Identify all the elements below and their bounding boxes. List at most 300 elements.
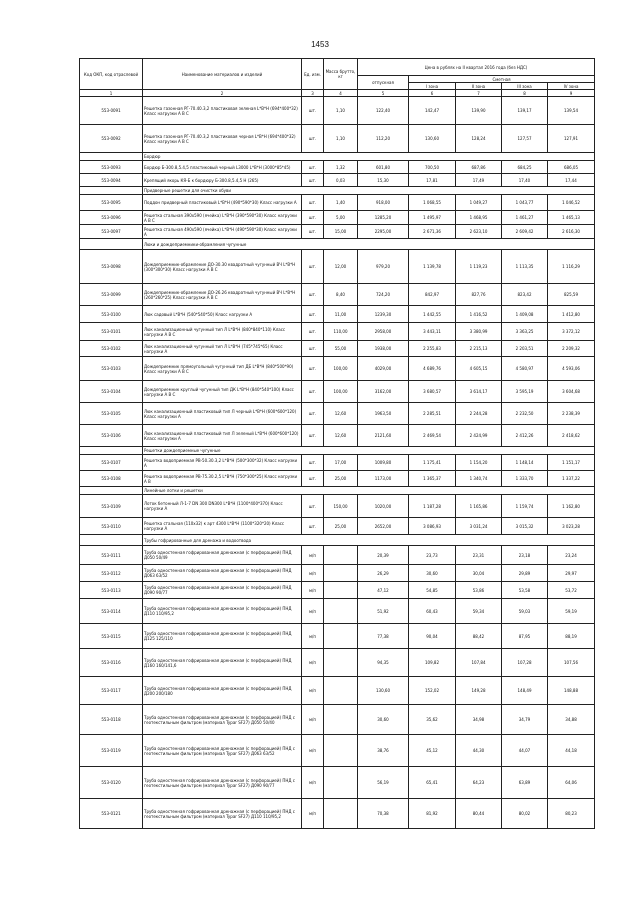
section-row <box>80 153 595 161</box>
cell-code: 553-0121 <box>80 799 143 829</box>
cell-release-price: 2652,00 <box>358 518 409 535</box>
cell-zone-2-price: 139,90 <box>456 97 502 125</box>
header-zone-2: II зона <box>456 83 502 90</box>
cell-zone-4-price: 2 238,39 <box>548 403 595 425</box>
cell-zone-4-price: 34,88 <box>548 705 595 735</box>
cell-code: 553-0091 <box>80 97 143 125</box>
cell-zone-1-price: 2 255,83 <box>409 341 456 357</box>
header-zone-1: I зона <box>409 83 456 90</box>
cell-release-price: 130,60 <box>358 677 409 705</box>
cell-name: Решетка газонная РГ-70.40.3,2 пластиковая черная L*B*H (694*400*32) Класс нагрузки А В С <box>143 125 302 153</box>
cell-mass <box>324 624 358 649</box>
cell-release-price: 77,38 <box>358 624 409 649</box>
table-row <box>80 599 595 624</box>
cell-zone-4-price: 3 023,28 <box>548 518 595 535</box>
cell-zone-2-price: 149,28 <box>456 677 502 705</box>
cell-zone-3-price: 127,57 <box>502 125 548 153</box>
cell-release-price: 918,00 <box>358 195 409 211</box>
cell-release-price: 38,76 <box>358 735 409 767</box>
cell-unit: м/п <box>302 565 324 582</box>
cell-zone-2-price: 1 154,20 <box>456 455 502 471</box>
cell-mass <box>324 546 358 565</box>
cell-code <box>80 487 143 495</box>
cell-name: Труба одностенная гофрированная дренажная (с перфорацией) ПНД Д125 125/110 <box>143 624 302 649</box>
cell-code: 553-0102 <box>80 341 143 357</box>
section-title: Придверные решетки для очистки обуви <box>143 187 595 195</box>
cell-zone-4-price: 2 418,62 <box>548 425 595 447</box>
cell-code: 553-0120 <box>80 767 143 799</box>
cell-unit: шт. <box>302 518 324 535</box>
cell-zone-2-price: 2 424,99 <box>456 425 502 447</box>
table-row <box>80 97 595 125</box>
cell-zone-4-price: 139,54 <box>548 97 595 125</box>
cell-zone-3-price: 1 159,74 <box>502 495 548 518</box>
header-zone-3: III зона <box>502 83 548 90</box>
cell-name: Бордюр Б-300.8,5.4,5 пластиковый черный L3000 L*B*H (3000*85*45) <box>143 161 302 174</box>
cell-zone-1-price: 1 495,97 <box>409 211 456 225</box>
cell-zone-2-price: 827,76 <box>456 284 502 306</box>
table-row <box>80 306 595 323</box>
cell-zone-2-price: 34,98 <box>456 705 502 735</box>
cell-unit: шт. <box>302 174 324 187</box>
cell-unit: м/п <box>302 649 324 677</box>
cell-release-price: 15,30 <box>358 174 409 187</box>
cell-code: 553-0116 <box>80 649 143 677</box>
cell-zone-3-price: 17,40 <box>502 174 548 187</box>
section-row <box>80 535 595 546</box>
cell-unit: шт. <box>302 250 324 284</box>
column-number: 1 <box>80 90 143 97</box>
cell-code: 553-0110 <box>80 518 143 535</box>
cell-unit: м/п <box>302 799 324 829</box>
cell-unit: шт. <box>302 195 324 211</box>
cell-zone-3-price: 63,89 <box>502 767 548 799</box>
cell-unit: м/п <box>302 599 324 624</box>
cell-release-price: 1285,20 <box>358 211 409 225</box>
cell-zone-1-price: 130,60 <box>409 125 456 153</box>
cell-zone-1-price: 3 680,57 <box>409 381 456 403</box>
column-number: 8 <box>502 90 548 97</box>
cell-zone-2-price: 1 165,86 <box>456 495 502 518</box>
cell-zone-2-price: 2 623,10 <box>456 225 502 239</box>
header-estimate-price: Сметная <box>409 76 595 83</box>
cell-zone-4-price: 23,24 <box>548 546 595 565</box>
cell-zone-1-price: 90,04 <box>409 624 456 649</box>
cell-name: Решетка стальная (110x32) к арт 4300 L*B*H (1100*320*20) Класс нагрузки А <box>143 518 302 535</box>
cell-mass: 55,00 <box>324 341 358 357</box>
cell-name: Труба одностенная гофрированная дренажная (с перфорацией) ПНД с геотекстильным фильтром (материал Typar SF27) Д063 63/52 <box>143 735 302 767</box>
section-title: Трубы гофрированные для дренажа и водоотвода <box>143 535 595 546</box>
table-row <box>80 565 595 582</box>
cell-release-price: 3162,00 <box>358 381 409 403</box>
cell-zone-2-price: 53,86 <box>456 582 502 599</box>
cell-name: Поддон придверный пластиковый L*B*H (490*590*30) Класс нагрузки А <box>143 195 302 211</box>
cell-code <box>80 447 143 455</box>
cell-code: 553-0118 <box>80 705 143 735</box>
cell-unit: шт. <box>302 471 324 487</box>
cell-code: 553-0117 <box>80 677 143 705</box>
table-row <box>80 403 595 425</box>
table-row <box>80 546 595 565</box>
cell-zone-2-price: 3 380,99 <box>456 323 502 341</box>
cell-zone-3-price: 139,17 <box>502 97 548 125</box>
cell-zone-3-price: 1 113,35 <box>502 250 548 284</box>
cell-code: 553-0099 <box>80 284 143 306</box>
table-row <box>80 471 595 487</box>
column-number: 3 <box>302 90 324 97</box>
cell-zone-2-price: 1 340,74 <box>456 471 502 487</box>
cell-name: Труба одностенная гофрированная дренажная (с перфорацией) ПНД с геотекстильным фильтром (материал Typar SF27) Д090 90/77 <box>143 767 302 799</box>
cell-code: 553-0109 <box>80 495 143 518</box>
table-row <box>80 323 595 341</box>
cell-release-price: 30,60 <box>358 705 409 735</box>
cell-unit: м/п <box>302 767 324 799</box>
cell-zone-3-price: 29,89 <box>502 565 548 582</box>
cell-name: Решетка водоприемная РВ-50.30.3,2 L*B*H (500*300*32) Класс нагрузки А <box>143 455 302 471</box>
cell-zone-3-price: 107,28 <box>502 649 548 677</box>
column-number: 7 <box>456 90 502 97</box>
cell-code: 553-0104 <box>80 381 143 403</box>
cell-zone-1-price: 23,73 <box>409 546 456 565</box>
cell-zone-2-price: 64,23 <box>456 767 502 799</box>
cell-code: 553-0097 <box>80 225 143 239</box>
cell-zone-4-price: 29,97 <box>548 565 595 582</box>
cell-name: Решетка стальная 390x590 (ячейка) L*B*H (390*590*30) Класс нагрузки А В С <box>143 211 302 225</box>
cell-name: Решетка газонная РГ-70.40.3,2 пластиковая зеленая L*B*H (694*400*32) Класс нагрузки А В С <box>143 97 302 125</box>
cell-zone-4-price: 1 337,22 <box>548 471 595 487</box>
cell-zone-2-price: 2 244,28 <box>456 403 502 425</box>
cell-unit: шт. <box>302 284 324 306</box>
section-title: Линейные лотки и решетки <box>143 487 595 495</box>
cell-zone-2-price: 1 119,23 <box>456 250 502 284</box>
cell-mass: 15,00 <box>324 225 358 239</box>
header-unit: Ед. изм. <box>302 59 324 90</box>
cell-zone-2-price: 107,84 <box>456 649 502 677</box>
table-row <box>80 250 595 284</box>
column-number: 5 <box>358 90 409 97</box>
cell-code: 553-0094 <box>80 174 143 187</box>
page-number: 1453 <box>311 40 329 49</box>
table-row <box>80 649 595 677</box>
cell-name: Лоток бетонный Л-1-7 DN 300 DN300 L*B*H (1100*400*370) Класс нагрузки А <box>143 495 302 518</box>
cell-zone-3-price: 1 409,08 <box>502 306 548 323</box>
cell-mass: 11,00 <box>324 306 358 323</box>
price-table <box>79 58 595 829</box>
table-row <box>80 425 595 447</box>
table-row <box>80 125 595 153</box>
cell-zone-3-price: 148,49 <box>502 677 548 705</box>
cell-mass: 110,00 <box>324 323 358 341</box>
cell-unit: шт. <box>302 425 324 447</box>
column-number: 4 <box>324 90 358 97</box>
cell-zone-2-price: 23,31 <box>456 546 502 565</box>
cell-unit: шт. <box>302 341 324 357</box>
cell-zone-1-price: 17,81 <box>409 174 456 187</box>
cell-mass: 5,00 <box>324 211 358 225</box>
table-row <box>80 357 595 381</box>
table-body <box>80 97 595 829</box>
cell-code <box>80 239 143 250</box>
cell-zone-4-price: 148,88 <box>548 677 595 705</box>
cell-unit: м/п <box>302 677 324 705</box>
cell-code: 553-0101 <box>80 323 143 341</box>
cell-code: 553-0100 <box>80 306 143 323</box>
cell-mass <box>324 649 358 677</box>
cell-unit: шт. <box>302 455 324 471</box>
cell-unit: шт. <box>302 306 324 323</box>
cell-release-price: 2295,00 <box>358 225 409 239</box>
cell-zone-2-price: 128,24 <box>456 125 502 153</box>
cell-name: Дождеприемник-обрамление ДО-26.26 квадратный чугунный ВЧ L*B*H (260*260*25) Класс нагрузки А В С <box>143 284 302 306</box>
cell-mass <box>324 599 358 624</box>
cell-zone-2-price: 1 468,95 <box>456 211 502 225</box>
cell-release-price: 1009,80 <box>358 455 409 471</box>
column-number: 9 <box>548 90 595 97</box>
cell-zone-2-price: 2 215,13 <box>456 341 502 357</box>
cell-zone-1-price: 3 086,93 <box>409 518 456 535</box>
cell-zone-4-price: 3 604,68 <box>548 381 595 403</box>
cell-code: 553-0114 <box>80 599 143 624</box>
cell-zone-1-price: 109,82 <box>409 649 456 677</box>
cell-zone-1-price: 2 671,36 <box>409 225 456 239</box>
cell-release-price: 20,39 <box>358 546 409 565</box>
cell-zone-2-price: 44,30 <box>456 735 502 767</box>
table-row <box>80 284 595 306</box>
cell-zone-3-price: 3 363,25 <box>502 323 548 341</box>
cell-code: 553-0113 <box>80 582 143 599</box>
cell-zone-1-price: 3 443,11 <box>409 323 456 341</box>
cell-zone-3-price: 53,58 <box>502 582 548 599</box>
cell-code: 553-0106 <box>80 425 143 447</box>
cell-code: 553-0115 <box>80 624 143 649</box>
cell-zone-2-price: 3 031,24 <box>456 518 502 535</box>
cell-zone-4-price: 107,56 <box>548 649 595 677</box>
table-row <box>80 582 595 599</box>
cell-zone-3-price: 1 461,27 <box>502 211 548 225</box>
cell-mass <box>324 582 358 599</box>
cell-zone-4-price: 59,19 <box>548 599 595 624</box>
cell-mass <box>324 767 358 799</box>
cell-name: Труба одностенная гофрированная дренажная (с перфорацией) ПНД Д090 90/77 <box>143 582 302 599</box>
cell-zone-3-price: 1 333,70 <box>502 471 548 487</box>
cell-mass <box>324 735 358 767</box>
cell-release-price: 51,92 <box>358 599 409 624</box>
table-row <box>80 161 595 174</box>
cell-mass <box>324 565 358 582</box>
cell-zone-3-price: 23,18 <box>502 546 548 565</box>
cell-zone-2-price: 59,34 <box>456 599 502 624</box>
cell-zone-3-price: 2 609,42 <box>502 225 548 239</box>
cell-zone-1-price: 81,92 <box>409 799 456 829</box>
cell-mass: 100,00 <box>324 357 358 381</box>
cell-zone-2-price: 88,42 <box>456 624 502 649</box>
cell-release-price: 47,12 <box>358 582 409 599</box>
cell-unit: м/п <box>302 546 324 565</box>
cell-release-price: 1173,00 <box>358 471 409 487</box>
cell-name: Люк канализационный пластиковый тип Л черный L*B*H (600*600*120) Класс нагрузки А <box>143 403 302 425</box>
table-row <box>80 705 595 735</box>
cell-zone-3-price: 87,95 <box>502 624 548 649</box>
cell-zone-1-price: 842,97 <box>409 284 456 306</box>
cell-name: Дождеприемник круглый чугунный тип ДК L*B*H (840*540*100) Класс нагрузки А В С <box>143 381 302 403</box>
cell-mass: 25,00 <box>324 518 358 535</box>
cell-zone-3-price: 823,42 <box>502 284 548 306</box>
cell-mass: 8,40 <box>324 284 358 306</box>
cell-unit: шт. <box>302 97 324 125</box>
table-row <box>80 518 595 535</box>
cell-zone-3-price: 34,79 <box>502 705 548 735</box>
cell-code: 553-0119 <box>80 735 143 767</box>
section-title: Решетки дождеприемные чугунные <box>143 447 595 455</box>
cell-zone-3-price: 44,07 <box>502 735 548 767</box>
cell-zone-2-price: 1 416,52 <box>456 306 502 323</box>
cell-zone-1-price: 60,43 <box>409 599 456 624</box>
cell-zone-4-price: 53,72 <box>548 582 595 599</box>
cell-name: Люк садовый L*B*H (540*540*50) Класс нагрузки А <box>143 306 302 323</box>
cell-release-price: 1239,30 <box>358 306 409 323</box>
cell-name: Дождеприемник-обрамление ДО-30.30 квадратный чугунный ВЧ L*B*H (300*300*30) Класс нагрузки А В С <box>143 250 302 284</box>
cell-name: Труба одностенная гофрированная дренажная (с перфорацией) ПНД Д200 200/180 <box>143 677 302 705</box>
cell-name: Решетка стальная 490x590 (ячейка) L*B*H (490*590*30) Класс нагрузки А <box>143 225 302 239</box>
cell-zone-2-price: 3 614,17 <box>456 381 502 403</box>
cell-zone-4-price: 1 046,52 <box>548 195 595 211</box>
cell-zone-4-price: 1 116,29 <box>548 250 595 284</box>
table-row <box>80 624 595 649</box>
cell-release-price: 122,40 <box>358 97 409 125</box>
cell-zone-3-price: 3 015,32 <box>502 518 548 535</box>
cell-zone-3-price: 1 148,14 <box>502 455 548 471</box>
cell-release-price: 4029,00 <box>358 357 409 381</box>
cell-zone-1-price: 1 139,78 <box>409 250 456 284</box>
cell-name: Труба одностенная гофрированная дренажная (с перфорацией) ПНД Д050 50/49 <box>143 546 302 565</box>
cell-zone-1-price: 4 689,76 <box>409 357 456 381</box>
cell-release-price: 979,20 <box>358 250 409 284</box>
cell-mass: 100,00 <box>324 381 358 403</box>
cell-release-price: 26,29 <box>358 565 409 582</box>
cell-name: Крепящий якорь КЯ-Б к бордюру Б-300.8,5.4,5 Н (265) <box>143 174 302 187</box>
table-row <box>80 341 595 357</box>
table-header <box>80 59 595 97</box>
cell-code: 553-0105 <box>80 403 143 425</box>
cell-name: Люк канализационный чугунный тип Л L*B*H (745*745*65) Класс нагрузки А <box>143 341 302 357</box>
cell-zone-4-price: 17,44 <box>548 174 595 187</box>
cell-mass: 1,32 <box>324 161 358 174</box>
header-name: Наименование материалов и изделий <box>143 59 302 90</box>
cell-zone-3-price: 684,25 <box>502 161 548 174</box>
cell-name: Труба одностенная гофрированная дренажная (с перфорацией) ПНД с геотекстильным фильтром (материал Typar SF27) Д050 50/40 <box>143 705 302 735</box>
cell-zone-1-price: 54,85 <box>409 582 456 599</box>
cell-release-price: 94,35 <box>358 649 409 677</box>
cell-name: Дождеприемник прямоугольный чугунный тип ДБ L*B*H (840*500*90) Класс нагрузки А В С <box>143 357 302 381</box>
cell-unit: шт. <box>302 495 324 518</box>
header-mass: Масса брутто, кг <box>324 59 358 90</box>
cell-mass: 150,00 <box>324 495 358 518</box>
cell-zone-1-price: 152,02 <box>409 677 456 705</box>
cell-zone-3-price: 1 043,77 <box>502 195 548 211</box>
table-row <box>80 735 595 767</box>
cell-zone-1-price: 1 175,41 <box>409 455 456 471</box>
column-number: 6 <box>409 90 456 97</box>
table-row <box>80 767 595 799</box>
cell-code <box>80 535 143 546</box>
cell-zone-4-price: 1 151,17 <box>548 455 595 471</box>
cell-zone-1-price: 2 285,51 <box>409 403 456 425</box>
cell-zone-3-price: 3 595,19 <box>502 381 548 403</box>
column-number: 2 <box>143 90 302 97</box>
cell-name: Труба одностенная гофрированная дренажная (с перфорацией) ПНД Д160 160/141,6 <box>143 649 302 677</box>
cell-code: 553-0093 <box>80 161 143 174</box>
cell-zone-1-price: 1 187,28 <box>409 495 456 518</box>
cell-zone-1-price: 30,60 <box>409 565 456 582</box>
table-row <box>80 381 595 403</box>
cell-zone-4-price: 1 162,80 <box>548 495 595 518</box>
cell-zone-4-price: 44,18 <box>548 735 595 767</box>
cell-name: Люк канализационный пластиковый тип Л зеленый L*B*H (600*600*120) Класс нагрузки А <box>143 425 302 447</box>
cell-zone-2-price: 30,04 <box>456 565 502 582</box>
cell-zone-2-price: 17,49 <box>456 174 502 187</box>
header-price-group: Цена в рублях на II квартал 2016 года (без НДС) <box>358 59 595 76</box>
cell-unit: м/п <box>302 735 324 767</box>
cell-mass <box>324 705 358 735</box>
cell-code: 553-0107 <box>80 455 143 471</box>
cell-name: Труба одностенная гофрированная дренажная (с перфорацией) ПНД Д110 110/95,2 <box>143 599 302 624</box>
cell-zone-1-price: 2 469,54 <box>409 425 456 447</box>
cell-zone-2-price: 687,86 <box>456 161 502 174</box>
table-row <box>80 225 595 239</box>
cell-zone-3-price: 2 203,51 <box>502 341 548 357</box>
table-row <box>80 174 595 187</box>
cell-release-price: 70,38 <box>358 799 409 829</box>
cell-zone-4-price: 88,19 <box>548 624 595 649</box>
cell-zone-4-price: 686,05 <box>548 161 595 174</box>
cell-unit: шт. <box>302 357 324 381</box>
table-row <box>80 195 595 211</box>
cell-zone-4-price: 2 209,32 <box>548 341 595 357</box>
cell-zone-1-price: 45,12 <box>409 735 456 767</box>
cell-unit: шт. <box>302 403 324 425</box>
cell-unit: шт. <box>302 381 324 403</box>
section-row <box>80 239 595 250</box>
cell-zone-4-price: 825,59 <box>548 284 595 306</box>
cell-code: 553-0111 <box>80 546 143 565</box>
table-row <box>80 677 595 705</box>
cell-release-price: 601,80 <box>358 161 409 174</box>
cell-zone-4-price: 3 372,12 <box>548 323 595 341</box>
cell-mass <box>324 799 358 829</box>
cell-mass: 12,60 <box>324 403 358 425</box>
cell-zone-4-price: 80,23 <box>548 799 595 829</box>
cell-zone-4-price: 1 465,13 <box>548 211 595 225</box>
cell-code: 553-0098 <box>80 250 143 284</box>
cell-mass: 1,10 <box>324 97 358 125</box>
cell-code: 553-0103 <box>80 357 143 381</box>
cell-name: Труба одностенная гофрированная дренажная (с перфорацией) ПНД Д063 63/52 <box>143 565 302 582</box>
cell-zone-4-price: 1 412,80 <box>548 306 595 323</box>
cell-zone-4-price: 2 616,30 <box>548 225 595 239</box>
cell-zone-4-price: 127,91 <box>548 125 595 153</box>
section-row <box>80 447 595 455</box>
cell-release-price: 1020,00 <box>358 495 409 518</box>
cell-zone-2-price: 4 605,15 <box>456 357 502 381</box>
cell-code: 553-0092 <box>80 125 143 153</box>
cell-name: Решетка водоприемная РВ-75.30.2,5 L*B*H (750*300*25) Класс нагрузки А В <box>143 471 302 487</box>
cell-release-price: 2958,00 <box>358 323 409 341</box>
cell-release-price: 1963,50 <box>358 403 409 425</box>
header-zone-4: IV зона <box>548 83 595 90</box>
section-title: Люки и дождеприемники-обрамления чугунные <box>143 239 595 250</box>
cell-zone-1-price: 700,50 <box>409 161 456 174</box>
cell-zone-3-price: 2 412,26 <box>502 425 548 447</box>
